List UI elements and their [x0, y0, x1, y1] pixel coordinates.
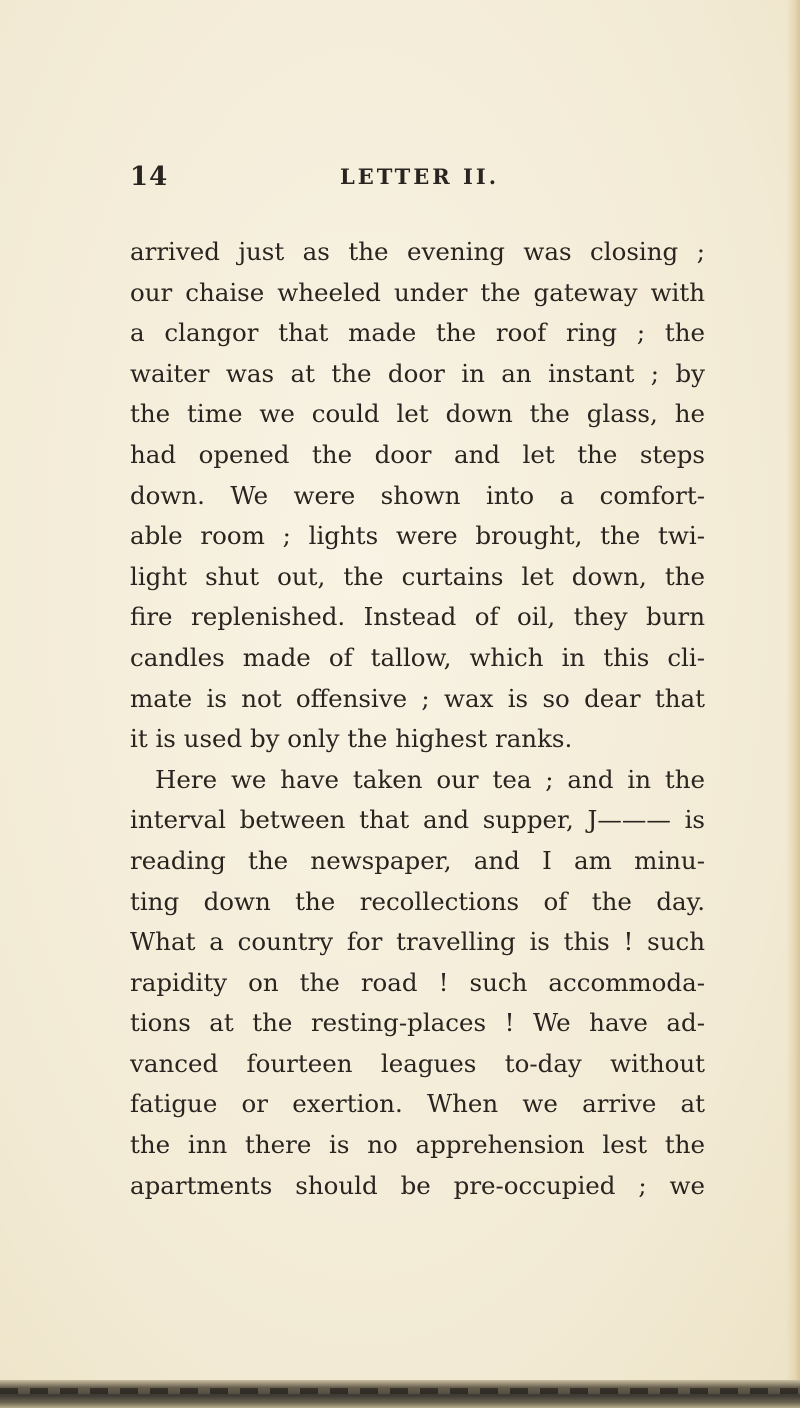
- page-number: 14: [130, 162, 169, 192]
- text-line: reading the newspaper, and I am minu-: [130, 845, 705, 875]
- text-line: light shut out, the curtains let down, the: [130, 561, 705, 591]
- text-line: interval between that and supper, J——— is: [130, 805, 705, 835]
- page-bottom-edge: [0, 1380, 800, 1408]
- text-line: able room ; lights were brought, the twi-: [130, 521, 705, 551]
- text-line: vanced fourteen leagues to-day without: [130, 1048, 705, 1078]
- text-line: had opened the door and let the steps: [130, 439, 705, 469]
- text-line: waiter was at the door in an instant ; by: [130, 358, 705, 388]
- text-line: rapidity on the road ! such accommoda-: [130, 967, 705, 997]
- text-line: apartments should be pre-occupied ; we: [130, 1170, 705, 1200]
- body-text: [130, 232, 705, 1206]
- text-line: Here we have taken our tea ; and in the: [155, 764, 705, 794]
- text-line: fatigue or exertion. When we arrive at: [130, 1089, 705, 1119]
- text-line: arrived just as the evening was closing ;: [130, 237, 705, 266]
- text-line: our chaise wheeled under the gateway with: [130, 277, 705, 307]
- text-line: fire replenished. Instead of oil, they burn: [130, 602, 705, 632]
- text-line: down. We were shown into a comfort-: [130, 480, 705, 510]
- page-header: [130, 162, 705, 198]
- text-line: it is used by only the highest ranks.: [130, 724, 573, 754]
- text-line: What a country for travelling is this ! such: [130, 927, 705, 957]
- running-head: LETTER II.: [340, 164, 500, 189]
- text-line: the inn there is no apprehension lest the: [130, 1130, 705, 1160]
- text-line: tions at the resting-places ! We have ad-: [130, 1008, 705, 1038]
- text-line: candles made of tallow, which in this cli-: [130, 642, 705, 672]
- text-line: mate is not offensive ; wax is so dear that: [130, 683, 705, 713]
- text-line: the time we could let down the glass, he: [130, 399, 705, 429]
- text-line: a clangor that made the roof ring ; the: [130, 318, 705, 348]
- text-line: ting down the recollections of the day.: [130, 886, 705, 916]
- page-edge: [786, 0, 800, 1408]
